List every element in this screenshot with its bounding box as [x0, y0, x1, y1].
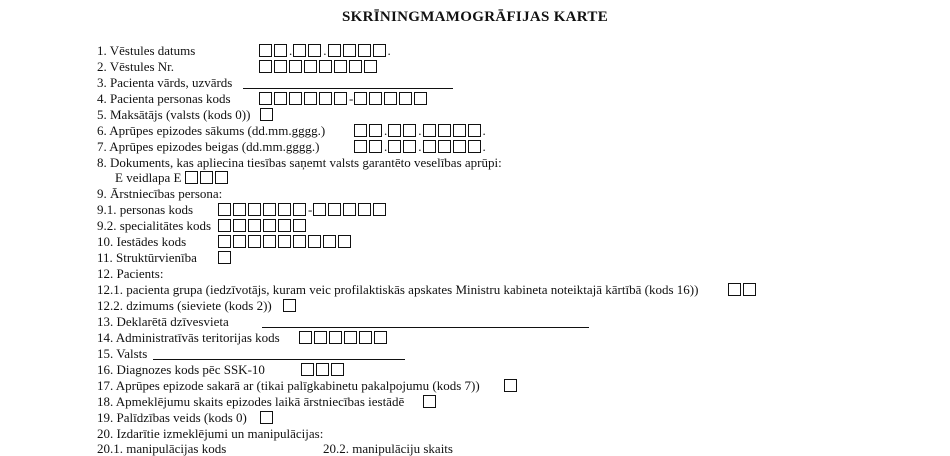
- input-box[interactable]: [260, 411, 273, 424]
- input-box[interactable]: [314, 331, 327, 344]
- input-box[interactable]: [399, 92, 412, 105]
- separator: .: [323, 43, 327, 58]
- input-box[interactable]: [259, 92, 272, 105]
- input-box[interactable]: [278, 203, 291, 216]
- input-box[interactable]: [248, 235, 261, 248]
- specialty-code-field[interactable]: [218, 218, 308, 233]
- input-box[interactable]: [263, 219, 276, 232]
- practitioner-id-field[interactable]: [218, 202, 388, 217]
- separator: .: [289, 43, 293, 58]
- input-box[interactable]: [358, 44, 371, 57]
- input-box[interactable]: [334, 60, 347, 73]
- department-label: 11. Struktūrvienība: [97, 250, 197, 265]
- input-box[interactable]: [374, 331, 387, 344]
- separator: .: [384, 123, 388, 138]
- input-box[interactable]: [329, 331, 342, 344]
- input-box[interactable]: [354, 140, 367, 153]
- practitioner-id-label: 9.1. personas kods: [97, 202, 194, 217]
- input-box[interactable]: [438, 124, 451, 137]
- input-box[interactable]: [344, 331, 357, 344]
- input-box[interactable]: [233, 219, 246, 232]
- form-title: SKRĪNINGMAMOGRĀFIJAS KARTE: [341, 9, 609, 25]
- input-box[interactable]: [388, 140, 401, 153]
- patient-label: 12. Pacients:: [97, 266, 164, 281]
- input-box[interactable]: [319, 92, 332, 105]
- separator: .: [482, 139, 486, 154]
- input-box[interactable]: [293, 219, 306, 232]
- input-box[interactable]: [233, 203, 246, 216]
- residence-line[interactable]: [262, 327, 589, 328]
- gender-label: 12.2. dzimums (sieviete (kods 2)): [97, 298, 272, 313]
- input-box[interactable]: [215, 171, 228, 184]
- input-box[interactable]: [343, 203, 356, 216]
- input-box[interactable]: [308, 235, 321, 248]
- patient-group-field[interactable]: [728, 282, 758, 297]
- input-box[interactable]: [423, 124, 436, 137]
- practitioner-label: 9. Ārstniecības persona:: [97, 186, 223, 201]
- institution-code-field[interactable]: [218, 234, 353, 249]
- payer-field[interactable]: [260, 107, 275, 122]
- aid-type-field[interactable]: [260, 410, 275, 425]
- input-box[interactable]: [453, 140, 466, 153]
- input-box[interactable]: [308, 44, 321, 57]
- input-box[interactable]: [263, 203, 276, 216]
- input-box[interactable]: [218, 219, 231, 232]
- input-box[interactable]: [354, 124, 367, 137]
- input-box[interactable]: [354, 92, 367, 105]
- visit-count-label: 18. Apmeklējumu skaits epizodes laikā ārstniecības iestādē: [97, 394, 405, 409]
- input-box[interactable]: [301, 363, 314, 376]
- input-box[interactable]: [313, 203, 326, 216]
- input-box[interactable]: [293, 44, 306, 57]
- input-box[interactable]: [274, 60, 287, 73]
- input-box[interactable]: [403, 140, 416, 153]
- input-box[interactable]: [369, 124, 382, 137]
- input-box[interactable]: [289, 60, 302, 73]
- separator: -: [349, 91, 354, 106]
- episode-reason-field[interactable]: [504, 378, 519, 393]
- manipulation-code-label: 20.1. manipulācijas kods: [97, 441, 227, 456]
- input-box[interactable]: [358, 203, 371, 216]
- input-box[interactable]: [369, 92, 382, 105]
- input-box[interactable]: [331, 363, 344, 376]
- patient-group-label: 12.1. pacienta grupa (iedzīvotājs, kuram veic profilaktiskās apskates Ministru kabineta noteiktajā kārtībā (kods 16)): [97, 282, 699, 297]
- input-box[interactable]: [384, 92, 397, 105]
- input-box[interactable]: [260, 108, 273, 121]
- input-box[interactable]: [293, 203, 306, 216]
- input-box[interactable]: [218, 203, 231, 216]
- input-box[interactable]: [299, 331, 312, 344]
- country-label: 15. Valsts: [97, 346, 148, 361]
- diagnosis-code-label: 16. Diagnozes kods pēc SSK-10: [97, 362, 265, 377]
- episode-reason-label: 17. Aprūpes epizode sakarā ar (tikai palīgkabinetu pakalpojumu (kods 7)): [97, 378, 480, 393]
- letter-date-field[interactable]: [259, 43, 392, 58]
- territory-code-field[interactable]: [299, 330, 389, 345]
- input-box[interactable]: [414, 92, 427, 105]
- input-box[interactable]: [304, 92, 317, 105]
- input-box[interactable]: [388, 124, 401, 137]
- input-box[interactable]: [185, 171, 198, 184]
- input-box[interactable]: [259, 44, 272, 57]
- episode-end-field[interactable]: [354, 139, 487, 154]
- aid-type-label: 19. Palīdzības veids (kods 0): [97, 410, 247, 425]
- input-box[interactable]: [468, 124, 481, 137]
- input-box[interactable]: [728, 283, 741, 296]
- episode-end-label: 7. Aprūpes epizodes beigas (dd.mm.gggg.): [97, 139, 320, 154]
- examinations-label: 20. Izdarītie izmeklējumi un manipulācijas:: [97, 426, 324, 441]
- country-line[interactable]: [153, 359, 405, 360]
- letter-date-label: 1. Vēstules datums: [97, 43, 196, 58]
- input-box[interactable]: [200, 171, 213, 184]
- input-box[interactable]: [369, 140, 382, 153]
- input-box[interactable]: [504, 379, 517, 392]
- episode-start-field[interactable]: [354, 123, 487, 138]
- manipulation-count-label: 20.2. manipulāciju skaits: [323, 441, 453, 456]
- input-box[interactable]: [278, 235, 291, 248]
- input-box[interactable]: [328, 44, 341, 57]
- input-box[interactable]: [349, 60, 362, 73]
- letter-number-field[interactable]: [259, 59, 379, 74]
- payer-label: 5. Maksātājs (valsts (kods 0)): [97, 107, 251, 122]
- input-box[interactable]: [468, 140, 481, 153]
- input-box[interactable]: [403, 124, 416, 137]
- e-form-label: E veidlapa E: [115, 170, 182, 185]
- input-box[interactable]: [233, 235, 246, 248]
- separator: .: [384, 139, 388, 154]
- input-box[interactable]: [289, 92, 302, 105]
- input-box[interactable]: [263, 235, 276, 248]
- input-box[interactable]: [373, 203, 386, 216]
- input-box[interactable]: [274, 92, 287, 105]
- diagnosis-code-field[interactable]: [301, 362, 346, 377]
- territory-code-label: 14. Administratīvās teritorijas kods: [97, 330, 280, 345]
- letter-number-label: 2. Vēstules Nr.: [97, 59, 175, 74]
- separator: .: [418, 139, 422, 154]
- input-box[interactable]: [248, 203, 261, 216]
- input-box[interactable]: [304, 60, 317, 73]
- input-box[interactable]: [274, 44, 287, 57]
- input-box[interactable]: [248, 219, 261, 232]
- patient-id-field[interactable]: [259, 91, 429, 106]
- input-box[interactable]: [259, 60, 272, 73]
- input-box[interactable]: [293, 235, 306, 248]
- institution-code-label: 10. Iestādes kods: [97, 234, 187, 249]
- input-box[interactable]: [438, 140, 451, 153]
- input-box[interactable]: [338, 235, 351, 248]
- input-box[interactable]: [316, 363, 329, 376]
- input-box[interactable]: [278, 219, 291, 232]
- input-box[interactable]: [423, 395, 436, 408]
- input-box[interactable]: [319, 60, 332, 73]
- input-box[interactable]: [743, 283, 756, 296]
- input-box[interactable]: [359, 331, 372, 344]
- specialty-code-label: 9.2. specialitātes kods: [97, 218, 212, 233]
- separator: -: [308, 202, 313, 217]
- input-box[interactable]: [343, 44, 356, 57]
- separator: .: [418, 123, 422, 138]
- document-label: 8. Dokuments, kas apliecina tiesības saņemt valsts garantēto veselības aprūpi:: [97, 155, 502, 170]
- input-box[interactable]: [334, 92, 347, 105]
- episode-start-label: 6. Aprūpes epizodes sākums (dd.mm.gggg.): [97, 123, 326, 138]
- patient-id-label: 4. Pacienta personas kods: [97, 91, 231, 106]
- input-box[interactable]: [218, 251, 231, 264]
- visit-count-field[interactable]: [423, 394, 438, 409]
- e-form-field[interactable]: [185, 170, 230, 185]
- input-box[interactable]: [328, 203, 341, 216]
- separator: .: [387, 43, 391, 58]
- residence-label: 13. Deklarētā dzīvesvieta: [97, 314, 229, 329]
- input-box[interactable]: [218, 235, 231, 248]
- patient-name-line[interactable]: [243, 88, 453, 89]
- gender-field[interactable]: [283, 298, 298, 313]
- department-field[interactable]: [218, 250, 233, 265]
- patient-name-label: 3. Pacienta vārds, uzvārds: [97, 75, 233, 90]
- input-box[interactable]: [373, 44, 386, 57]
- input-box[interactable]: [283, 299, 296, 312]
- separator: .: [482, 123, 486, 138]
- input-box[interactable]: [323, 235, 336, 248]
- input-box[interactable]: [423, 140, 436, 153]
- input-box[interactable]: [453, 124, 466, 137]
- input-box[interactable]: [364, 60, 377, 73]
